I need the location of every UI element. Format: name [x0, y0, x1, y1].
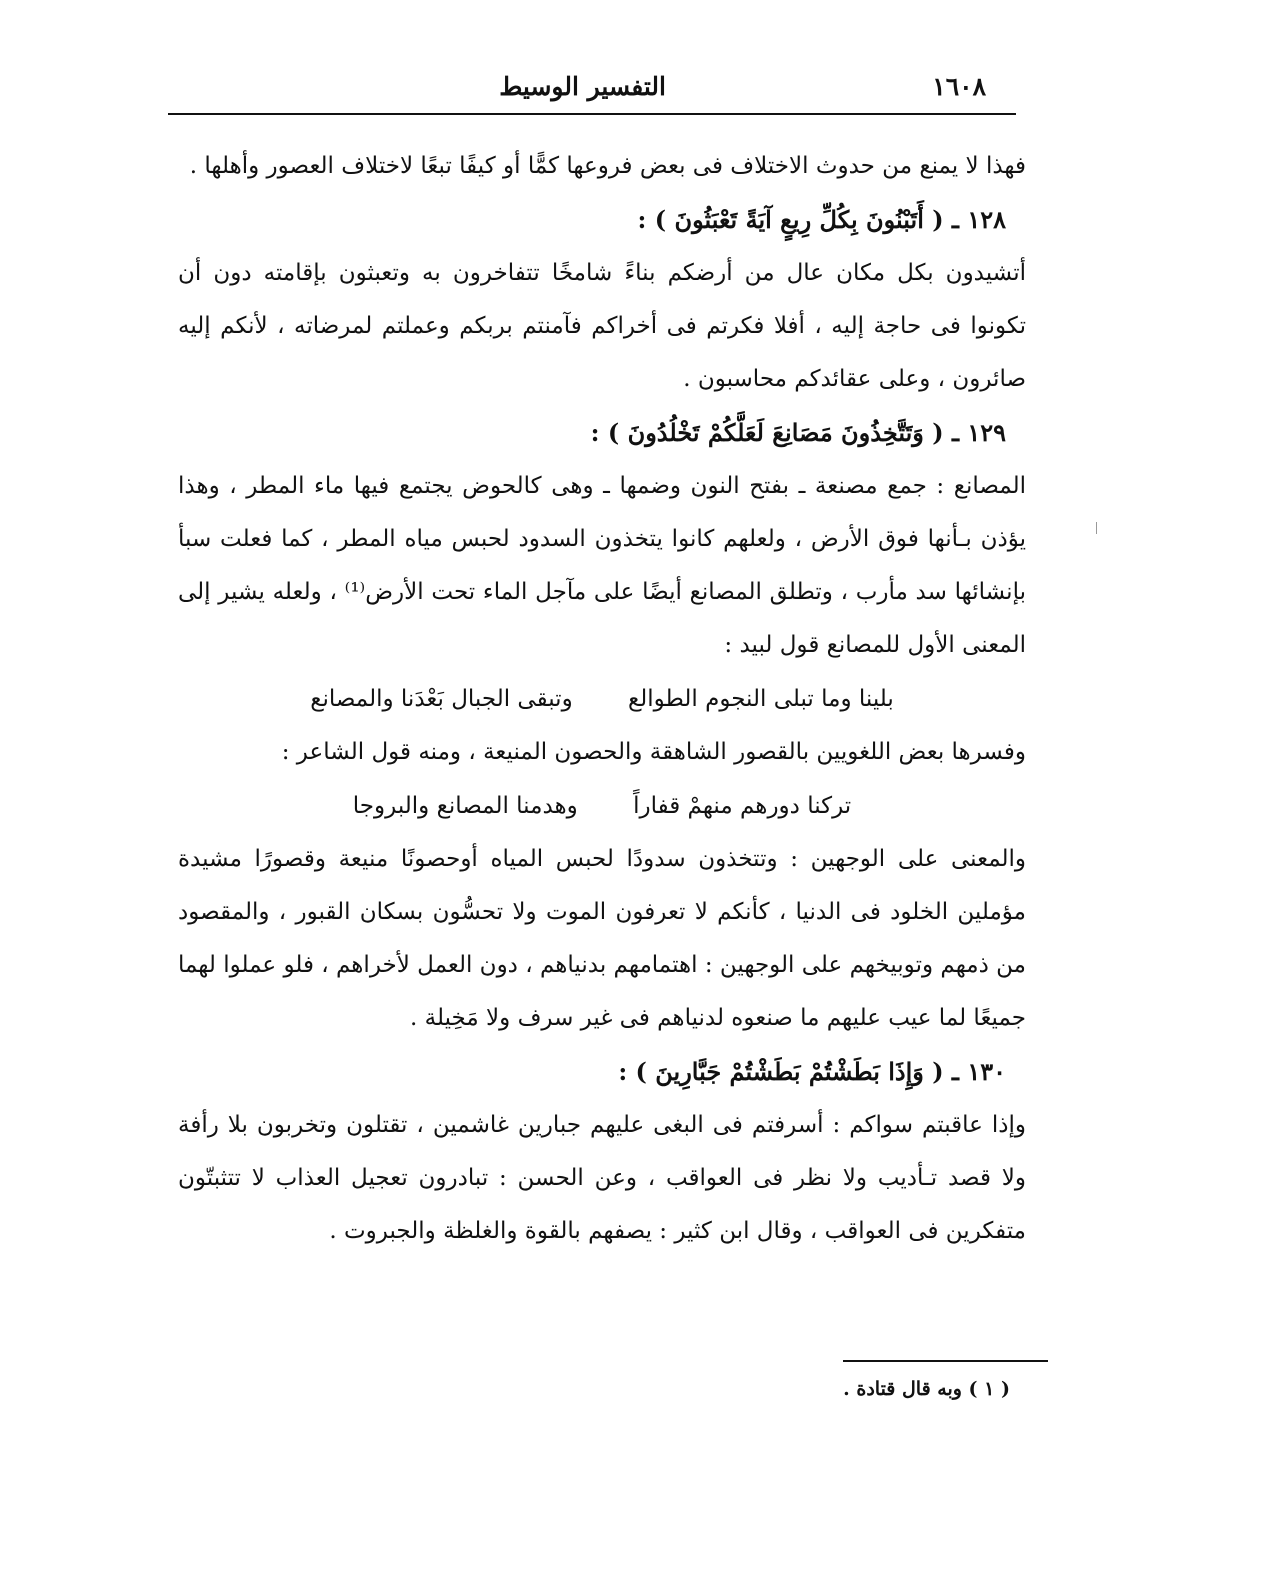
verse-128-heading: ١٢٨ ـ ( أَتَبْنُونَ بِكُلِّ رِيعٍ آيَةً تَعْبَثُونَ ) : — [637, 205, 1006, 234]
paragraph-verse-129: المصانع : جمع مصنعة ـ بفتح النون وضمها ـ وهى كالحوض يجتمع فيها ماء المطر ، وهذا يؤذن بـأنها فوق الأرض ، ولعلهم كانوا يتخذون السدود لحبس مياه المطر ، كما فعلت سبأ بإنشائها سد مأرب ، وتطلق المصانع أيضًا على مآجل الماء تحت الأرض⁽¹⁾ ، ولعله يشير إلى المعنى الأول للمصانع قول لبيد : — [178, 473, 1026, 658]
poem-second-second-hemistich: وهدمنا المصانع والبروجا — [352, 793, 578, 819]
running-title: التفسير الوسيط — [499, 72, 666, 101]
margin-mark — [1096, 522, 1097, 534]
paragraph-verse-128: أتشيدون بكل مكان عال من أرضكم بناءً شامخًا تتفاخرون به وتعبثون بإقامته دون أن تكونوا فى حاجة إليه ، أفلا فكرتم فى أخراكم فآمنتم بربكم وعملتم لمرضاته ، لأنكم إليه صائرون ، وعلى عقائدكم محاسبون . — [178, 260, 1026, 392]
footnote-divider — [843, 1360, 1048, 1362]
header-divider — [168, 113, 1016, 115]
poem-second — [178, 779, 1026, 833]
verse-129-heading: ١٢٩ ـ ( وَتَتَّخِذُونَ مَصَانِعَ لَعَلَّكُمْ تَخْلُدُونَ ) : — [590, 418, 1006, 447]
paragraph-intro: فهذا لا يمنع من حدوث الاختلاف فى بعض فروعها كمًّا أو كيفًا تبعًا لاختلاف العصور وأهلها . — [189, 153, 1026, 179]
poem-labid — [178, 672, 1026, 726]
page-number: ١٦٠٨ — [932, 72, 986, 101]
page-header — [168, 68, 1016, 108]
verse-130-heading: ١٣٠ ـ ( وَإِذَا بَطَشْتُمْ بَطَشْتُمْ جَبَّارِينَ ) : — [618, 1057, 1006, 1086]
poem-labid-first-hemistich: بلينا وما تبلى النجوم الطوالع — [627, 686, 894, 712]
body-text — [178, 140, 1026, 1258]
paragraph-interpretation: وفسرها بعض اللغويين بالقصور الشاهقة والحصون المنيعة ، ومنه قول الشاعر : — [281, 739, 1026, 765]
poem-labid-second-hemistich: وتبقى الجبال بَعْدَنا والمصانع — [310, 686, 573, 712]
poem-second-first-hemistich: تركنا دورهم منهمْ قفاراً — [633, 793, 852, 819]
paragraph-verse-130: وإذا عاقبتم سواكم : أسرفتم فى البغى عليهم جبارين غاشمين ، تقتلون وتخربون بلا رأفة ولا قصد تـأديب ولا نظر فى العواقب ، وعن الحسن : تبادرون تعجيل العذاب لا تتثبتّون متفكرين فى العواقب ، وقال ابن كثير : يصفهم بالقوة والغلظة والجبروت . — [178, 1112, 1026, 1244]
paragraph-meaning: والمعنى على الوجهين : وتتخذون سدودًا لحبس المياه أوحصونًا منيعة وقصورًا مشيدة مؤملين الخلود فى الدنيا ، كأنكم لا تعرفون الموت ولا تحسُّون بسكان القبور ، والمقصود من ذمهم وتوبيخهم على الوجهين : اهتمامهم بدنياهم ، دون العمل لأخراهم ، فلو عملوا لهما جميعًا لما عيب عليهم ما صنعوه لدنياهم فى غير سرف ولا مَخِيلة . — [178, 846, 1026, 1031]
footnote: ( ١ ) وبه قال قتادة . — [843, 1378, 1010, 1400]
